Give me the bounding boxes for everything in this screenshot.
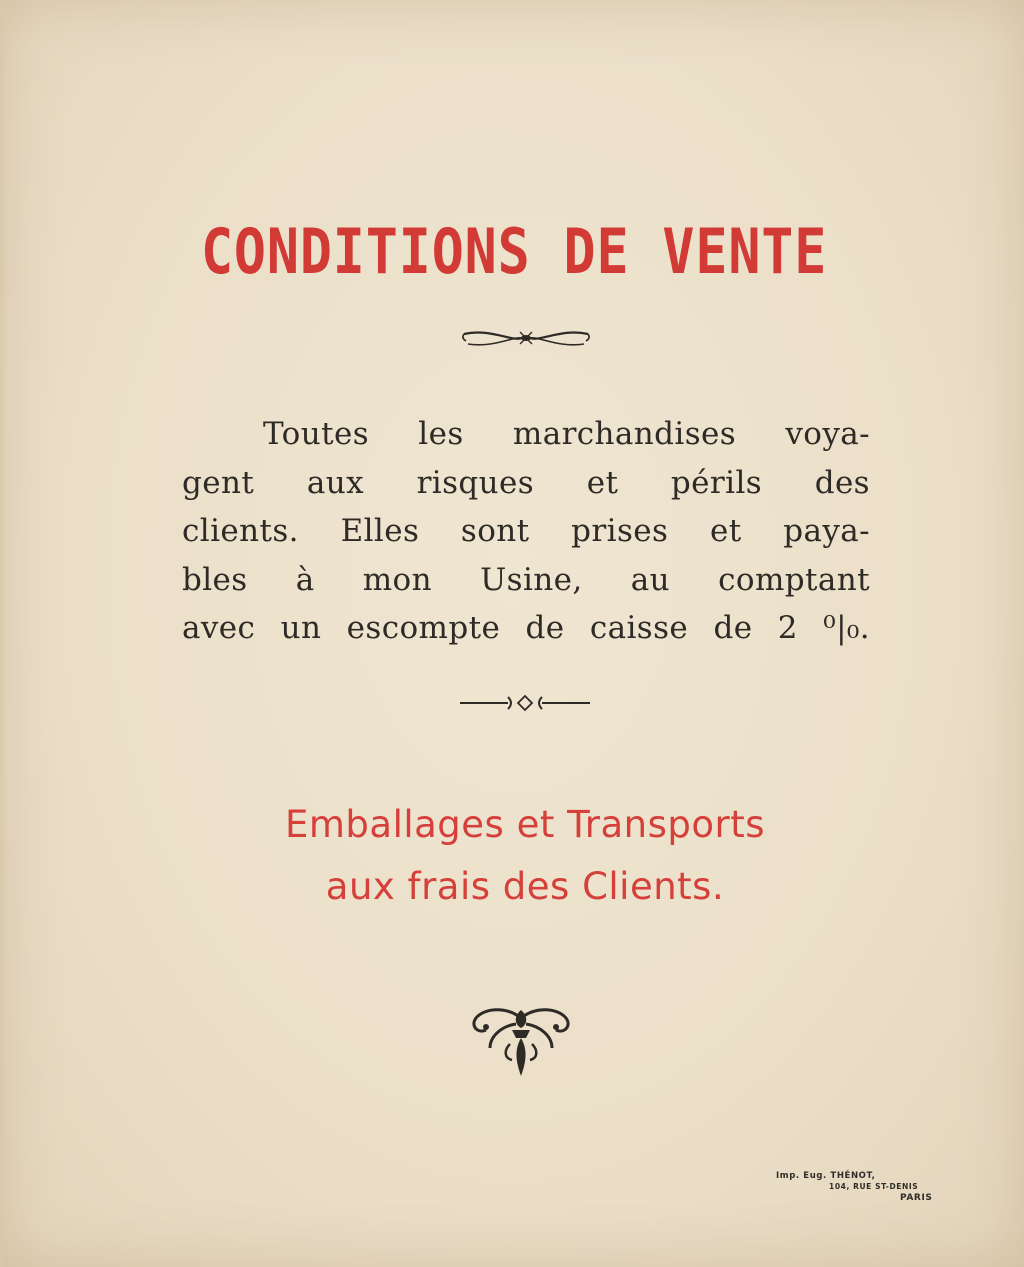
printer-imprint-line-1: Imp. Eug. THÉNOT, [776,1171,876,1181]
printer-imprint-line-2: 104, RUE ST-DENIS [829,1182,919,1191]
paragraph-line: Toutes les marchandises voya- [263,416,870,452]
paragraph-line: avec un escompte de caisse de 2 ⁰|₀. [182,610,870,646]
paragraph-line: bles à mon Usine, au comptant [182,561,870,598]
scroll-flourish-icon [460,324,592,352]
shipping-note-line-1: Emballages et Transports [284,803,766,846]
diamond-rule-icon [458,692,592,714]
printer-imprint-line-3: PARIS [900,1193,933,1203]
shipping-note-line-2: aux frais des Clients. [325,865,725,908]
paragraph-line: gent aux risques et périls des [182,464,870,501]
page-edge-shadow [0,0,6,1267]
conditions-paragraph [182,410,870,653]
page-title: CONDITIONS DE VENTE [200,215,828,288]
floral-vignette-icon [466,1004,576,1078]
paragraph-line: clients. Elles sont prises et paya- [182,513,870,549]
